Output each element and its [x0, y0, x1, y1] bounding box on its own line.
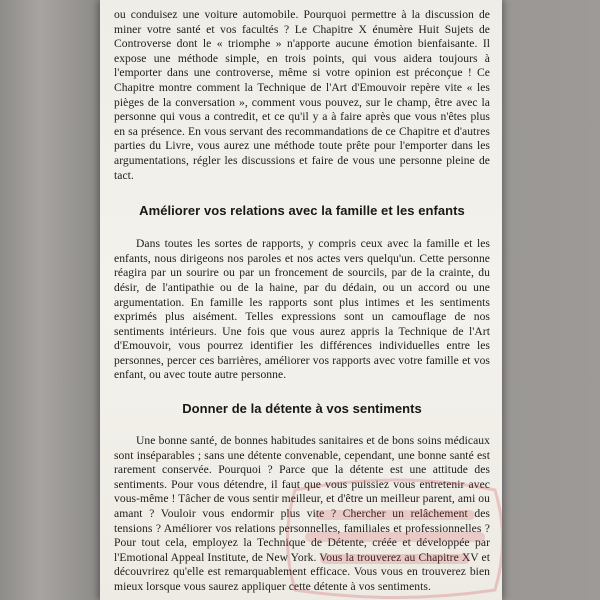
section-heading-relaxation: Donner de la détente à vos sentiments [182, 401, 422, 417]
page-text [114, 8, 490, 595]
paragraph-3: Une bonne santé, de bonnes habitudes sanitaires et de bons soins médicaux sont inséparables ; sans une détente convenable, cependant, une bonne santé est rarement conservée. Pourquoi ? Parce que la détente est une attitude des sentiments. Pour vous détendre, il faut que vous puissiez vous entretenir avec vous-même ! Tâcher de vous sentir meilleur, et d'être un meilleur parent, ami ou amant ? Vouloir vous endormir plus vite ? Chercher un relâchement des tensions ? Améliorer vos relations personnelles, familiales et professionnelles ? Pour tout cela, employez la Technique de Détente, créée et développée par l'Emotional Appeal Institute, de New York. Vous la trouverez au Chapitre XV et découvrirez qu'elle est remarquablement efficace. Vous vous en trouverez bien mieux lorsque vous saurez appliquer cette détente à vos sentiments. [114, 434, 490, 593]
paragraph-1: ou conduisez une voiture automobile. Pourquoi permettre à la discussion de miner votre santé et vos facultés ? Le Chapitre X énumère Huit Sujets de Controverse dont le « triomphe » n'apporte aucune émotion bienfaisante. Il expose une méthode simple, en trois points, qui vous aidera toujours à l'emporter dans une controverse, même si votre opinion est préconçue ! Ce Chapitre montre comment la Technique de l'Art d'Emouvoir repère vite « les pièges de la conversation », comment vous pouvez, sur le champ, être avec la personne qui vous a contredit, et ce qu'il y a à faire après que vous n'êtes plus en sa présence. En vous servant des recommandations de ce Chapitre et d'autres parties du Livre, vous aurez une méthode toute prête pour l'emporter dans les argumentations, régler les discussions et faire de vous une personne pleine de tact. [114, 8, 490, 182]
section-heading-family: Améliorer vos relations avec la famille et les enfants [139, 203, 465, 219]
paragraph-2: Dans toutes les sortes de rapports, y compris ceux avec la famille et les enfants, nous dirigeons nos paroles et nos actes vers quelqu'un. Cette personne réagira par un sourire ou par un froncement de sourcils, par de la crainte, du désir, de l'antipathie ou de la haine, par du dédain, ou un accord ou une argumentation. En famille les rapports sont plus intimes et les sentiments exprimés plus aisément. Telles expressions sont un camouflage de nos sentiments intérieurs. Une fois que vous aurez appris la Technique de l'Art d'Emouvoir, vous pourrez identifier les différences individuelles entre les personnes, percer ces barrières, améliorer vos rapports avec votre famille et vos enfant, ou avec toute autre personne. [114, 237, 490, 382]
book-page [100, 0, 502, 600]
